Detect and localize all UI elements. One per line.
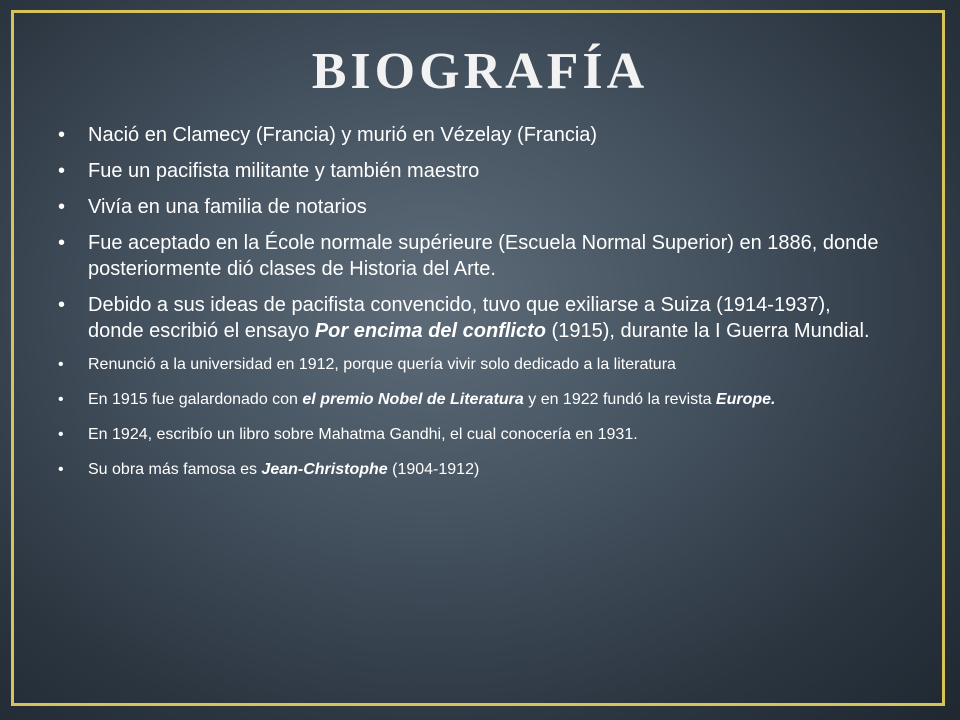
bullet-text: En 1924, escribío un libro sobre Mahatma Gandhi, el cual conocería en 1931. [88, 426, 638, 443]
bullet-text: y en 1922 fundó la revista [523, 391, 716, 408]
slide-title: BIOGRAFÍA [311, 43, 649, 100]
essay-title: Por encima del conflicto [314, 320, 546, 342]
bullet-item [58, 292, 880, 344]
bullet-text: Vivía en una familia de notarios [88, 196, 367, 218]
bullet-text: Renunció a la universidad en 1912, porque quería vivir solo dedicado a la literatura [88, 356, 676, 373]
bullet-text: Fue aceptado en la École normale supérieure (Escuela Normal Superior) en 1886, donde posteriormente dió clases de Historia del Arte. [88, 232, 879, 280]
nobel-prize-text: el premio Nobel de Literatura [302, 391, 524, 408]
bullet-list [58, 122, 880, 480]
bullet-item [58, 194, 880, 220]
bullet-item [58, 424, 880, 445]
bullet-text: En 1915 fue galardonado con [88, 391, 303, 408]
bullet-item [58, 230, 880, 282]
bullet-item [58, 354, 880, 375]
bullet-item [58, 122, 880, 148]
bullet-item [58, 389, 880, 410]
bullet-text: Fue un pacifista militante y también maestro [88, 160, 480, 182]
bullet-item [58, 459, 880, 480]
bullet-text: Debido a sus ideas de pacifista convencido, tuvo que exiliarse a Suiza (1914-1937), donde escribió el ensayo [88, 294, 831, 342]
bullet-text: (1904-1912) [387, 461, 480, 478]
magazine-title: Europe. [715, 391, 776, 408]
bullet-text: Su obra más famosa es [88, 461, 262, 478]
work-title: Jean-Christophe [261, 461, 388, 478]
bullet-item [58, 158, 880, 184]
bullet-text: (1915), durante la I Guerra Mundial. [546, 320, 870, 342]
bullet-text: Nació en Clamecy (Francia) y murió en Vézelay (Francia) [88, 124, 598, 146]
